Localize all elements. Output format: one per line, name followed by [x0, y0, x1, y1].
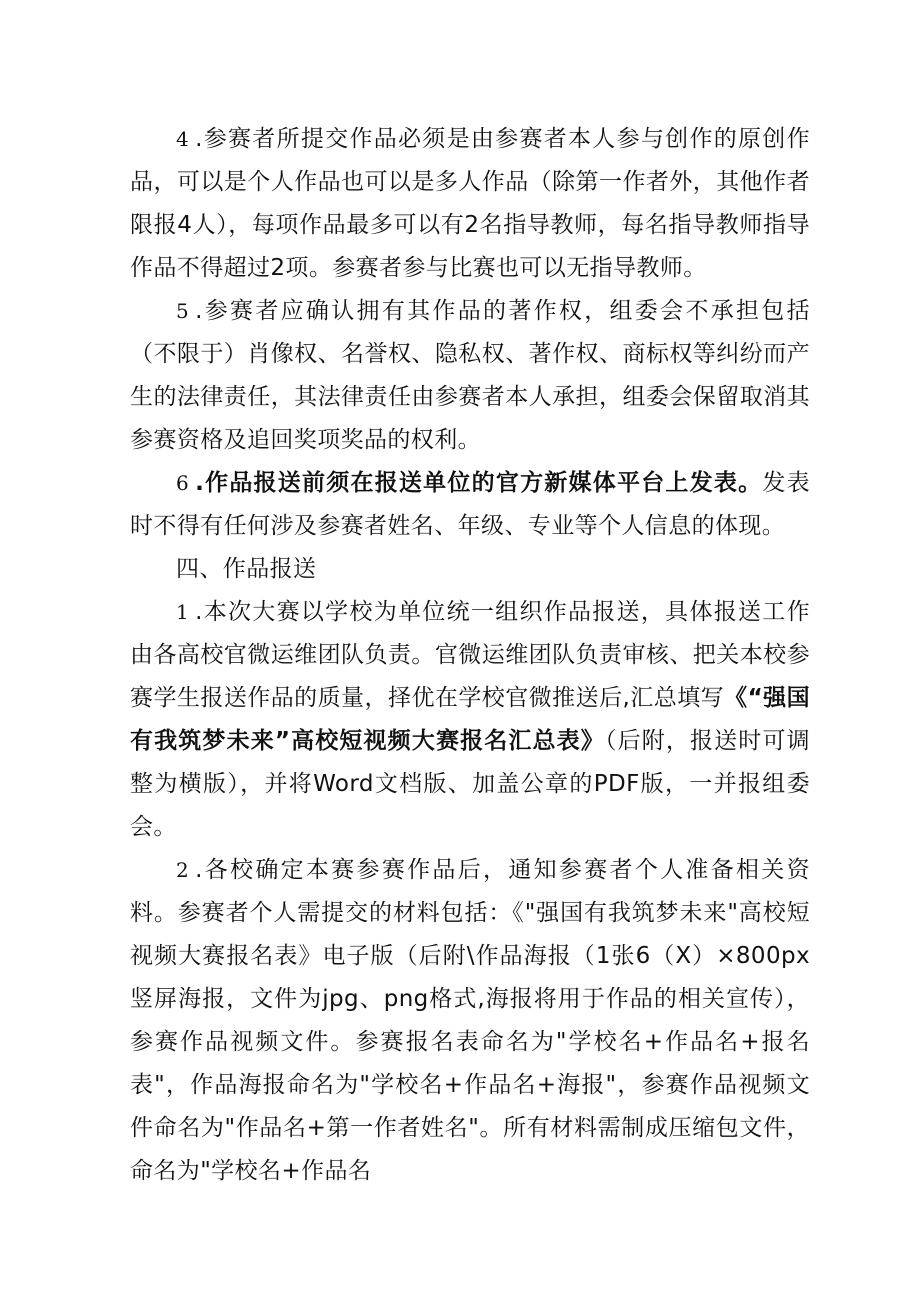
paragraph-text: .参赛者应确认拥有其作品的著作权，组委会不承担包括（不限于）肖像权、名誉权、隐私权、著作权、商标权等纠纷而产生的法律责任，其法律责任由参赛者本人承担，组委会保留取消其参赛资格及追回奖项奖品的权利。 — [130, 298, 810, 453]
paragraph-text: 发表时不得有任何涉及参赛者姓名、年级、专业等个人信息的体现。 — [130, 470, 810, 539]
section-heading: 四、作品报送 — [176, 556, 317, 582]
item-number: 1 — [176, 600, 190, 624]
paragraph-text: （后附，报送时可调整为横版），并将Word文档版、加盖公章的PDF版，一并报组委会。 — [130, 728, 810, 840]
paragraph-text: .参赛者所提交作品必须是由参赛者本人参与创作的原创作品，可以是个人作品也可以是多人作品（除第一作者外，其他作者限报4人），每项作品最多可以有2名指导教师，每名指导教师指导作品不得超过2项。参赛者参与比赛也可以无指导教师。 — [130, 126, 810, 281]
paragraph-item-4 — [130, 118, 810, 290]
paragraph-bold-text: .作品报送前须在报送单位的官方新媒体平台上发表。 — [195, 470, 763, 496]
paragraph-item-5 — [130, 290, 810, 462]
paragraph-submission-1 — [130, 591, 810, 849]
paragraph-text: .本次大赛以学校为单位统一组织作品报送，具体报送工作由各高校官微运维团队负责。官微运维团队负责审核、把关本校参赛学生报送作品的质量，择优在学校官微推送后,汇总填写 — [130, 599, 810, 711]
document-body — [130, 118, 810, 1193]
paragraph-submission-2 — [130, 849, 810, 1193]
item-number: 5 — [176, 299, 190, 323]
item-number: 6 — [176, 471, 190, 495]
paragraph-text: .各校确定本赛参赛作品后，通知参赛者个人准备相关资料。参赛者个人需提交的材料包括：《"强国有我筑梦未来"高校短视频大赛报名表》电子版（后附\作品海报（1张6（X）×800px竖屏海报，文件为jpg、png格式,海报将用于作品的相关宣传），参赛作品视频文件。参赛报名表命名为"学校名+作品名+报名表"，作品海报命名为"学校名+作品名+海报"，参赛作品视频文件命名为"作品名+第一作者姓名"。所有材料需制成压缩包文件，命名为"学校名+作品名 — [130, 857, 810, 1184]
item-number: 2 — [176, 858, 190, 882]
paragraph-item-6 — [130, 462, 810, 548]
item-number: 4 — [176, 127, 190, 151]
summary-table-title: 《“强国有我筑梦未来”高校短视频大赛报名汇总表》 — [130, 685, 811, 754]
